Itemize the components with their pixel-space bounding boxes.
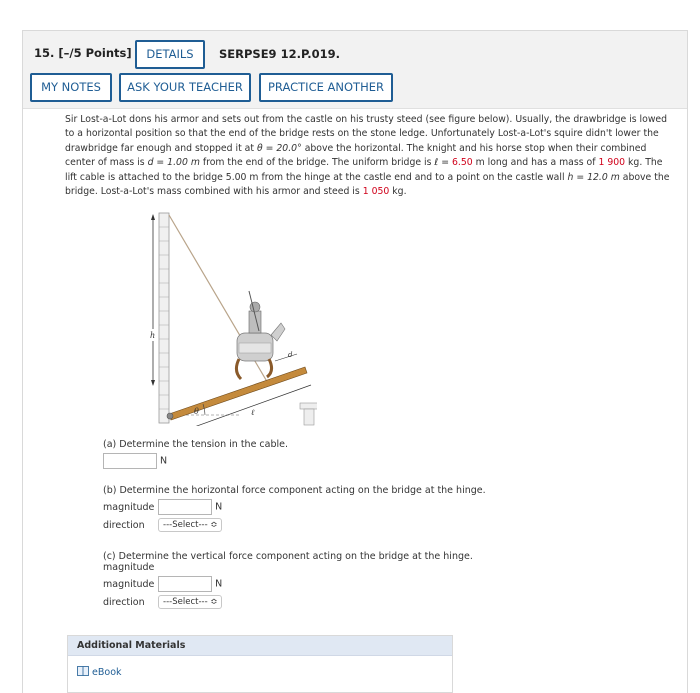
d-label: d [288,351,293,359]
problem-text-4: m long and has a mass of [472,157,599,169]
problem-text-2: above the horizontal. The knight and his horse stop when their combined center of mass is [65,142,647,169]
part-b-direction-label: direction [103,519,145,531]
part-a-prompt: (a) Determine the tension in the cable. [103,439,289,450]
ebook-label: eBook [92,667,122,678]
horizontal-direction-select[interactable]: ---Select--- ≎ [158,518,222,532]
question-card [22,30,688,693]
part-b [103,485,486,532]
vertical-direction-select[interactable]: ---Select--- ≎ [158,595,222,609]
additional-materials [67,635,453,693]
part-b-magnitude-label: magnitude [103,501,155,513]
tension-input[interactable] [103,453,157,469]
h-value: h = 12.0 m [567,171,620,183]
h-label: h [150,331,156,340]
knight-on-horse [236,291,285,379]
practice-another-button[interactable]: PRACTICE ANOTHER [259,73,393,102]
problem-text-1: Sir Lost-a-Lot dons his armor and sets out from the castle on his trusty steed (see figure below). Usually, the drawbridge is lowed to a horizontal position so that the end of the bridge rests on the stone ledge. Unfortunately Lost-a-Lot's squire didn't lower the drawbridge far enough and stopped it at [65,114,668,154]
part-c-extra-label: magnitude [103,562,155,573]
part-c-magnitude-label: magnitude [103,578,155,590]
problem-text-3: from the end of the bridge. The uniform bridge is [199,157,435,169]
hinge [167,413,173,419]
horizontal-force-unit: N [215,501,223,513]
stone-ledge [300,403,317,425]
part-b-prompt: (b) Determine the horizontal force component acting on the bridge at the hinge. [103,485,486,496]
problem-text-6: above the bridge. Lost-a-Lot's mass combined with his armor and steed is [65,171,670,198]
additional-materials-title: Additional Materials [68,636,452,656]
bridge-mass-value: 1 900 [598,157,626,169]
drawbridge-figure [147,211,317,426]
part-c-direction-label: direction [103,596,145,608]
my-notes-button[interactable]: MY NOTES [30,73,112,102]
d-value: d = 1.00 m [147,157,200,169]
bridge-length-value: 6.50 [451,157,473,169]
question-header [23,31,687,109]
horizontal-force-input[interactable] [158,499,212,515]
l-symbol: ℓ = [434,157,452,169]
part-c [103,551,473,609]
problem-text-7: kg. [389,186,407,198]
knight-mass-value: 1 050 [362,186,390,198]
theta-label: θ [194,407,199,416]
details-button[interactable]: DETAILS [135,40,205,69]
vertical-force-input[interactable] [158,576,212,592]
problem-text-5: kg. The lift cable is attached to the bridge 5.00 m from the hinge at the castle end and to a point on the castle wall [65,157,663,183]
vertical-force-unit: N [215,578,223,590]
theta-value: θ = 20.0° [256,142,302,154]
castle-wall [159,213,169,423]
book-icon [77,666,89,676]
problem-statement [65,113,677,199]
question-code: SERPSE9 12.P.019. [219,47,340,61]
part-c-prompt: (c) Determine the vertical force component acting on the bridge at the hinge. [103,551,473,562]
tension-unit: N [160,455,168,467]
l-label: ℓ [251,408,255,417]
part-a [103,439,288,469]
ebook-link[interactable] [77,666,122,678]
ask-teacher-button[interactable]: ASK YOUR TEACHER [119,73,251,102]
question-number: 15. [–/5 Points] [34,46,132,60]
